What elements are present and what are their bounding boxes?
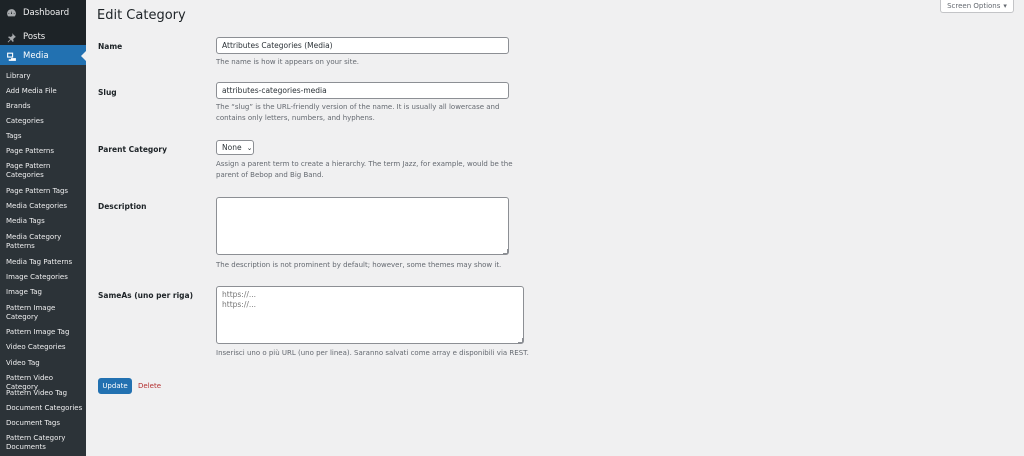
submenu-item[interactable]: Page Pattern Categories [6, 162, 51, 179]
submenu-item[interactable]: Document Categories [6, 404, 83, 412]
submenu-item[interactable]: Media Categories [6, 202, 67, 210]
update-button[interactable]: Update [98, 378, 132, 394]
submenu-item[interactable]: Video Categories [6, 343, 66, 351]
submenu-item[interactable]: Pattern Category Documents [6, 434, 66, 451]
name-description: The name is how it appears on your site. [216, 58, 360, 66]
parent-category-select[interactable] [216, 140, 254, 155]
submenu-item[interactable]: Pattern Video Category [6, 374, 54, 391]
slug-input[interactable] [216, 82, 509, 99]
submenu-item[interactable]: Media Tags [6, 217, 45, 225]
slug-description [216, 102, 499, 124]
description-textarea[interactable] [216, 197, 509, 255]
parent-category-label: Parent Category [98, 145, 168, 154]
sameas-textarea[interactable] [216, 286, 524, 344]
slug-label: Slug [98, 88, 117, 97]
submenu-item[interactable]: Library [6, 72, 31, 80]
menu-label: Media [23, 51, 49, 61]
resize-handle-icon[interactable] [518, 338, 523, 343]
admin-sidebar [0, 0, 86, 456]
description-help: The description is not prominent by default; however, some themes may show it. [216, 261, 502, 269]
submenu-item[interactable]: Pattern Video Tag [6, 389, 68, 397]
name-input[interactable] [216, 37, 509, 54]
menu-label: Dashboard [23, 8, 70, 18]
submenu-item[interactable]: Image Categories [6, 273, 68, 281]
submenu-item[interactable]: Add Media File [6, 87, 57, 95]
description-label: Description [98, 202, 147, 211]
sameas-description: Inserisci uno o più URL (uno per linea). Saranno salvati come array e disponibili via REST. [216, 349, 529, 357]
delete-link[interactable]: Delete [138, 382, 161, 390]
submenu-item[interactable]: Page Patterns [6, 147, 55, 155]
slug-description-line: The “slug” is the URL-friendly version of the name. It is usually all lowercase and [216, 103, 500, 111]
page-title: Edit Category [97, 8, 186, 23]
submenu-item[interactable]: Brands [6, 102, 31, 110]
submenu-item[interactable]: Categories [6, 117, 44, 125]
description-wrap [216, 197, 509, 255]
menu-media[interactable] [0, 45, 86, 67]
parent-description-line: parent of Bebop and Big Band. [216, 171, 324, 179]
submenu-item[interactable]: Pattern Image Tag [6, 328, 70, 336]
media-submenu [0, 65, 86, 456]
submenu-item[interactable]: Document Tags [6, 419, 60, 427]
chevron-down-icon: ⌄ [246, 143, 253, 152]
submenu-item[interactable]: Tags [6, 132, 22, 140]
parent-description-line: Assign a parent term to create a hierarchy. The term Jazz, for example, would be the [216, 160, 513, 168]
menu-dashboard[interactable] [0, 2, 86, 24]
select-value: None [222, 143, 242, 152]
media-icon [5, 50, 17, 62]
menu-label: Posts [23, 32, 46, 42]
sameas-label: SameAs (uno per riga) [98, 291, 194, 300]
submenu-item[interactable]: Media Category Patterns [6, 233, 62, 250]
submenu-item[interactable]: Page Pattern Tags [6, 187, 69, 195]
submenu-item[interactable]: Pattern Image Category [6, 304, 56, 321]
submenu-item[interactable]: Image Tag [6, 288, 42, 296]
parent-category-description [216, 159, 513, 181]
pin-icon [5, 31, 17, 43]
resize-handle-icon[interactable] [503, 249, 508, 254]
screen-options-label: Screen Options [947, 2, 1001, 10]
name-label: Name [98, 42, 123, 51]
dashboard-icon [5, 7, 17, 19]
submenu-item[interactable]: Video Tag [6, 359, 40, 367]
caret-down-icon: ▾ [1003, 2, 1007, 10]
slug-description-line: contains only letters, numbers, and hyphens. [216, 114, 375, 122]
screen-options-button[interactable] [940, 0, 1014, 13]
submenu-item[interactable]: Media Tag Patterns [6, 258, 73, 266]
sameas-wrap [216, 286, 524, 344]
